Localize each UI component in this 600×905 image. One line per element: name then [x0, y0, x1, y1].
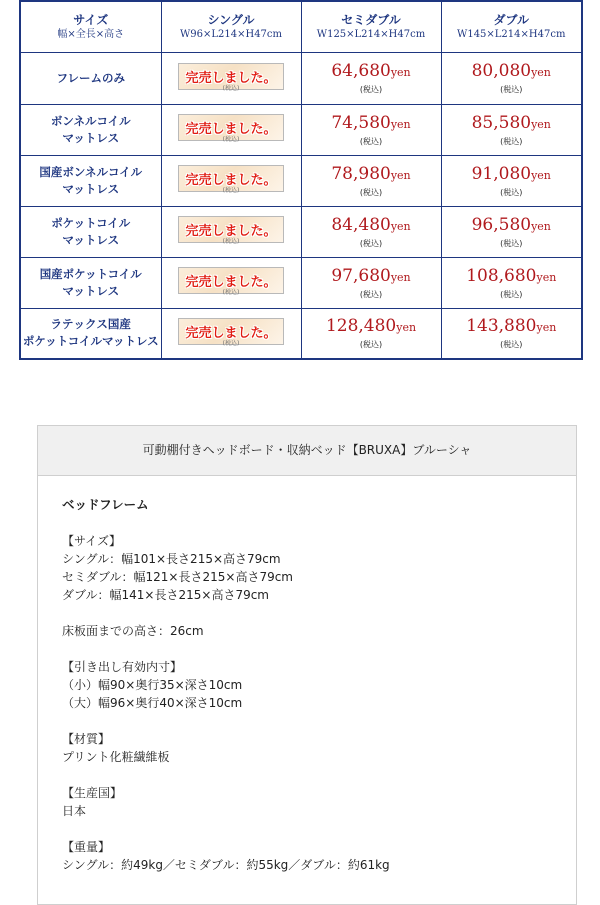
column-dims: W96×L214×H47cm: [179, 28, 283, 40]
spec-line: 【サイズ】: [62, 534, 122, 548]
price: [442, 163, 582, 187]
semi-double-price-cell: [301, 257, 441, 308]
spec-line: ダブル：幅141×長さ215×高さ79cm: [62, 588, 269, 602]
table-row: [20, 257, 582, 308]
double-price-cell: [441, 206, 582, 257]
size-header-cell: [20, 1, 161, 52]
single-header-cell: [161, 1, 301, 52]
row-name-cell: [20, 104, 161, 155]
row-name-line: ラテックス国産: [50, 317, 131, 332]
spec-line: 【材質】: [62, 732, 111, 746]
price: [302, 265, 441, 289]
column-name: セミダブル: [341, 12, 401, 27]
price: [302, 214, 441, 238]
spec-line: シングル：約49kg／セミダブル：約55kg／ダブル：約61kg: [62, 858, 390, 872]
price-value: 108,680: [466, 265, 537, 286]
semi-double-price-cell: [301, 52, 441, 104]
price-unit: yen: [536, 270, 557, 284]
price-value: 84,480: [331, 214, 391, 235]
price-unit: yen: [390, 117, 411, 131]
single-price-cell: [161, 206, 301, 257]
row-name-line: マットレス: [62, 232, 120, 247]
semi-double-price-cell: [301, 206, 441, 257]
spec-title: 可動棚付きヘッドボード・収納ベッド【BRUXA】ブルーシャ: [38, 426, 576, 476]
spec-line: 日本: [62, 804, 87, 818]
row-name-line: 国産ボンネルコイル: [39, 164, 143, 179]
table-row: [20, 155, 582, 206]
single-price-cell: [161, 155, 301, 206]
table-row: [20, 206, 582, 257]
column-dims: W145×L214×H47cm: [457, 28, 566, 40]
sold-out-label: 完売しました。: [185, 275, 277, 290]
price-value: 85,580: [471, 112, 532, 133]
price-value: 128,480: [325, 316, 397, 337]
price-unit: yen: [390, 168, 411, 182]
price-value: 96,580: [471, 214, 532, 235]
price-unit: yen: [396, 321, 417, 335]
price-value: 97,680: [331, 265, 391, 286]
tax-note: (税込): [500, 187, 523, 197]
price-unit: yen: [390, 270, 411, 284]
spec-line: シングル：幅101×長さ215×高さ79cm: [62, 552, 281, 566]
spec-line: セミダブル：幅121×長さ215×高さ79cm: [62, 570, 293, 584]
tax-note: (税込): [359, 289, 383, 299]
sold-out-tax: (税込): [222, 238, 240, 245]
sold-out-tax: (税込): [222, 339, 240, 347]
spec-groups: [62, 532, 576, 874]
spec-line: （小）幅90×奥行35×深さ10cm: [62, 678, 243, 692]
spec-box: [37, 425, 577, 905]
spec-gap: [62, 820, 576, 838]
row-name-cell: [20, 257, 161, 308]
semi-double-price-cell: [301, 155, 441, 206]
sold-out-label: 完売しました。: [185, 173, 277, 188]
single-price-cell: [161, 52, 301, 104]
spec-gap: [62, 712, 576, 730]
price-table: [19, 0, 583, 360]
double-price-cell: [441, 104, 582, 155]
tax-note: (税込): [359, 187, 383, 197]
tax-note: (税込): [500, 238, 523, 248]
size-header-sub: 幅×全長×高さ: [57, 28, 125, 40]
price-rows: [20, 52, 582, 359]
sold-out-badge: [178, 318, 284, 345]
table-row: [20, 52, 582, 104]
price-value: 91,080: [471, 163, 532, 184]
tax-note: (税込): [359, 238, 383, 248]
price: [442, 60, 582, 84]
table-row: [20, 104, 582, 155]
double-header-cell: [441, 1, 582, 52]
price-unit: yen: [531, 168, 551, 182]
price: [302, 315, 441, 339]
row-name-line: 国産ポケットコイル: [39, 266, 142, 281]
price-unit: yen: [390, 66, 411, 79]
row-name-line: マットレス: [62, 130, 120, 145]
tax-note: (税込): [359, 340, 383, 350]
single-price-cell: [161, 104, 301, 155]
price-unit: yen: [536, 321, 557, 335]
spec-line: 【生産国】: [62, 786, 123, 800]
spec-heading: ベッドフレーム: [62, 497, 149, 512]
sold-out-badge: [178, 165, 284, 192]
double-price-cell: [441, 52, 582, 104]
price: [302, 60, 441, 84]
sold-out-tax: (税込): [222, 84, 240, 92]
tax-note: (税込): [359, 85, 383, 94]
column-name: ダブル: [493, 12, 530, 27]
semi-double-price-cell: [301, 308, 441, 359]
price-value: 80,080: [471, 61, 532, 81]
spec-line: プリント化粧繊維板: [62, 750, 170, 764]
tax-note: (税込): [500, 85, 523, 94]
double-price-cell: [441, 257, 582, 308]
row-name-cell: [20, 206, 161, 257]
spec-gap: [62, 604, 576, 622]
table-row: [20, 308, 582, 359]
single-price-cell: [161, 257, 301, 308]
column-name: シングル: [207, 12, 255, 27]
sold-out-badge: [178, 267, 284, 294]
spec-line: 床板面までの高さ：26cm: [62, 624, 204, 638]
price: [302, 112, 441, 136]
price: [442, 265, 582, 289]
spec-body: [38, 476, 576, 874]
semi-double-price-cell: [301, 104, 441, 155]
size-header-label: サイズ: [73, 12, 109, 27]
sold-out-badge: [178, 114, 284, 141]
double-price-cell: [441, 155, 582, 206]
price: [302, 163, 441, 187]
sold-out-badge: [178, 63, 284, 90]
sold-out-tax: (税込): [222, 289, 240, 296]
price: [442, 214, 582, 238]
row-name-line: マットレス: [62, 181, 120, 196]
row-name-line: ポケットコイルマットレス: [22, 334, 159, 349]
tax-note: (税込): [500, 340, 523, 350]
row-name-cell: [20, 308, 161, 359]
sold-out-badge: [178, 216, 284, 243]
single-price-cell: [161, 308, 301, 359]
sold-out-label: 完売しました。: [185, 325, 277, 341]
price-value: 78,980: [331, 163, 391, 184]
row-name-cell: [20, 155, 161, 206]
row-name-line: マットレス: [62, 283, 120, 298]
price-value: 74,580: [331, 112, 391, 133]
price: [442, 112, 582, 136]
price: [442, 315, 582, 339]
semi-double-header-cell: [301, 1, 441, 52]
sold-out-tax: (税込): [222, 136, 240, 143]
tax-note: (税込): [500, 289, 523, 299]
price-unit: yen: [531, 117, 551, 131]
column-dims: W125×L214×H47cm: [316, 28, 426, 40]
row-name-cell: [20, 52, 161, 104]
double-price-cell: [441, 308, 582, 359]
tax-note: (税込): [359, 136, 383, 146]
tax-note: (税込): [500, 136, 523, 146]
price-unit: yen: [531, 219, 551, 233]
row-name-line: フレームのみ: [56, 70, 126, 85]
spec-line: 【重量】: [62, 840, 111, 854]
price-value: 64,680: [331, 61, 391, 81]
sold-out-tax: (税込): [222, 187, 240, 194]
sold-out-label: 完売しました。: [185, 122, 277, 137]
price-unit: yen: [390, 219, 411, 233]
spec-line: 【引き出し有効内寸】: [62, 660, 183, 674]
sold-out-label: 完売しました。: [185, 224, 277, 239]
price-value: 143,880: [466, 316, 537, 337]
spec-gap: [62, 766, 576, 784]
spec-gap: [62, 640, 576, 658]
row-name-line: ボンネルコイル: [50, 113, 131, 128]
spec-line: （大）幅96×奥行40×深さ10cm: [62, 696, 243, 710]
row-name-line: ポケットコイル: [51, 215, 131, 230]
sold-out-label: 完売しました。: [185, 70, 277, 86]
price-unit: yen: [531, 66, 551, 79]
table-header-row: [20, 1, 582, 52]
